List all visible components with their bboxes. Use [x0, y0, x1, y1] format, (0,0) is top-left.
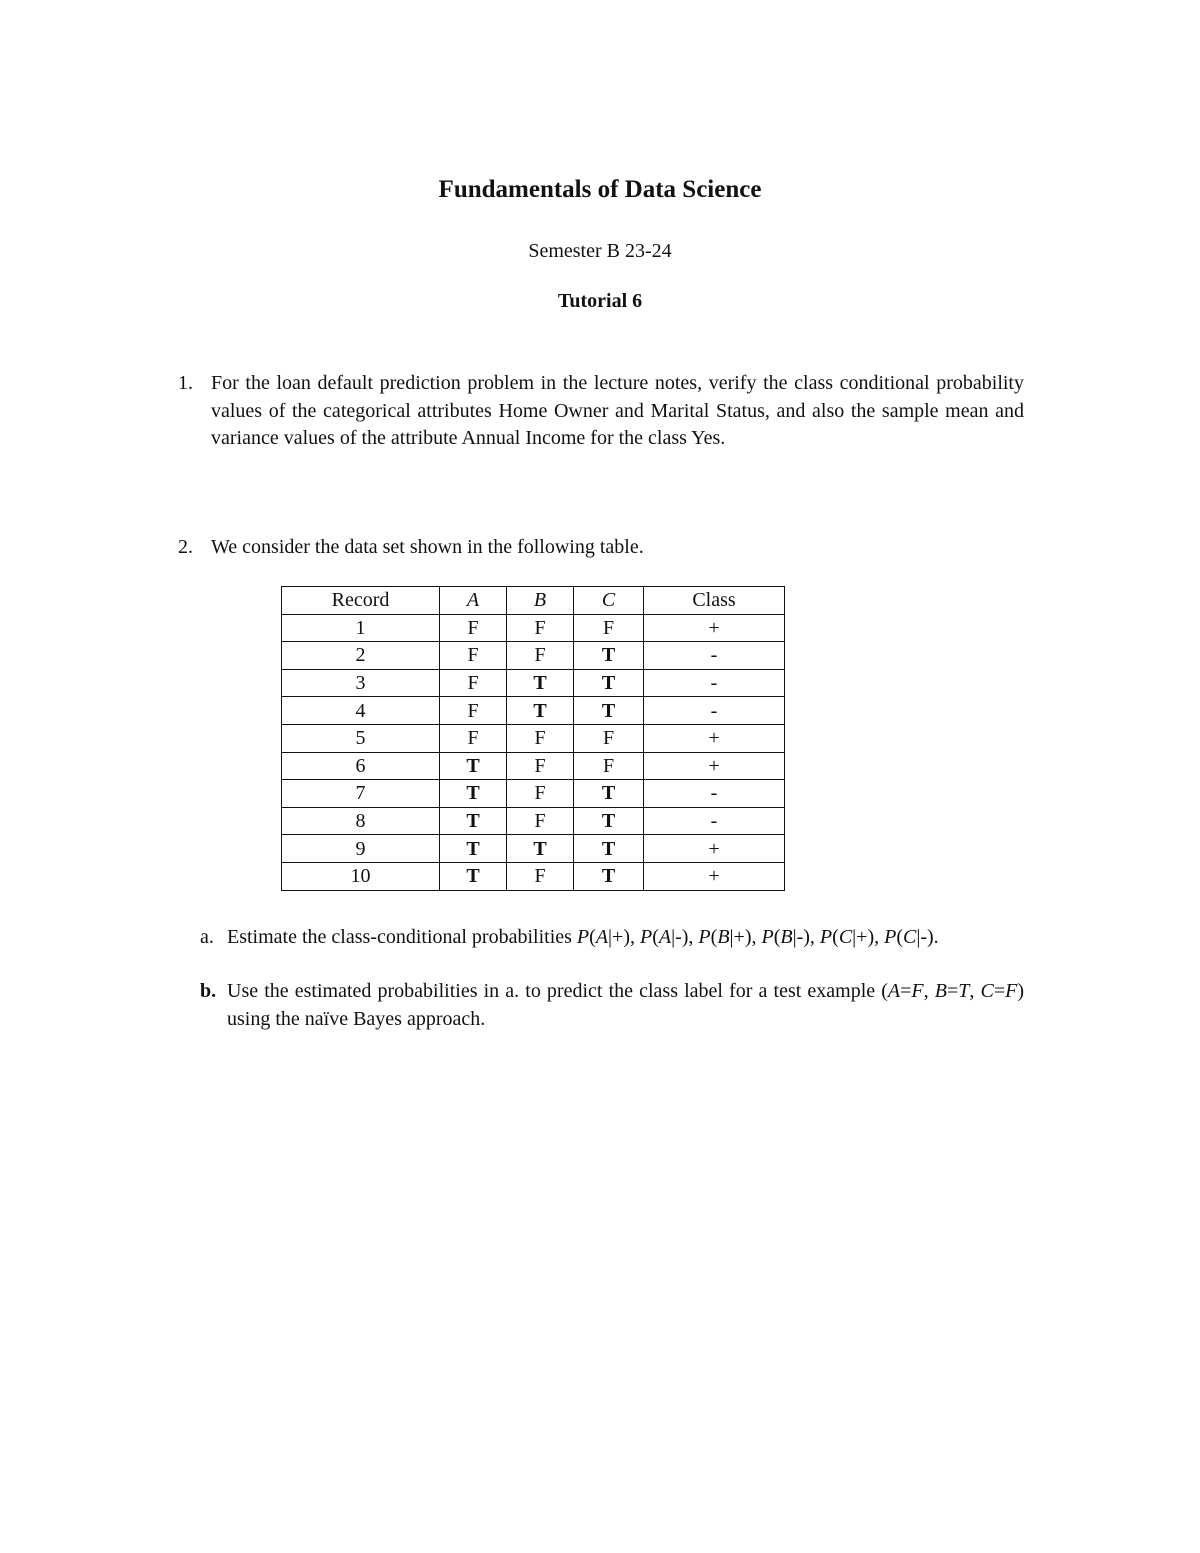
test-example [888, 980, 1017, 1002]
math-glyph: ( [589, 926, 596, 948]
table-row [282, 642, 785, 670]
probability-terms [577, 926, 934, 948]
question-number: 1. [178, 372, 193, 394]
table-cell: T [440, 862, 507, 890]
question-number: 2. [178, 536, 193, 558]
math-glyph: |-) [671, 926, 689, 948]
document-title: Fundamentals of Data Science [438, 176, 762, 203]
table-row [282, 752, 785, 780]
table-cell: F [507, 862, 574, 890]
table-cell: T [440, 835, 507, 863]
math-glyph: C [838, 926, 853, 948]
table-cell: F [574, 752, 644, 780]
math-glyph: |+) [852, 926, 875, 948]
question-text: We consider the data set shown in the following table. [211, 536, 644, 558]
table-cell: 5 [282, 724, 440, 752]
math-glyph: A [595, 926, 609, 948]
table-cell: F [440, 697, 507, 725]
table-cell: - [644, 807, 785, 835]
table-cell: 9 [282, 835, 440, 863]
probability-term [698, 926, 751, 948]
table-cell: + [644, 752, 785, 780]
term-separator: , [874, 926, 885, 948]
math-glyph: |-) [916, 926, 934, 948]
table-cell: F [507, 752, 574, 780]
table-cell: F [507, 724, 574, 752]
math-glyph: A [887, 980, 901, 1002]
math-glyph: A [658, 926, 672, 948]
math-glyph: B [717, 926, 730, 948]
math-glyph: P [698, 926, 711, 948]
table-cell: T [507, 697, 574, 725]
probability-term [761, 926, 809, 948]
header-b: B [507, 587, 574, 615]
table-cell: 8 [282, 807, 440, 835]
math-glyph: = [993, 980, 1006, 1002]
subquestion-b-prefix: Use the estimated probabilities in a. to predict the class label for a test example ( [227, 980, 888, 1002]
table-cell: F [507, 614, 574, 642]
math-glyph: ( [773, 926, 781, 948]
table-row [282, 669, 785, 697]
math-glyph: C [980, 980, 994, 1002]
math-glyph: B [780, 926, 793, 948]
table-cell: T [574, 807, 644, 835]
subquestion-b [200, 978, 1024, 1033]
tutorial-label: Tutorial 6 [557, 290, 643, 312]
math-glyph: P [576, 926, 590, 948]
table-cell: - [644, 669, 785, 697]
math-glyph: P [884, 926, 897, 948]
table-header-row [282, 587, 785, 615]
table-cell: 1 [282, 614, 440, 642]
header-record: Record [282, 587, 440, 615]
table-cell: F [440, 642, 507, 670]
table-cell: F [440, 724, 507, 752]
table-cell: T [574, 835, 644, 863]
math-glyph: , [969, 980, 981, 1002]
table-cell: T [440, 752, 507, 780]
table-row [282, 614, 785, 642]
table-cell: F [574, 614, 644, 642]
question-text: For the loan default prediction problem in the lecture notes, verify the class conditional probability values of the categorical attributes Home Owner and Marital Status, and also the sample mean and variance values of the attribute Annual Income for the class Yes. [211, 372, 1024, 449]
table-body [282, 614, 785, 890]
table-cell: - [644, 780, 785, 808]
term-separator: , [688, 926, 699, 948]
math-glyph: = [946, 980, 959, 1002]
subquestion-a [200, 924, 1024, 952]
table-cell: 2 [282, 642, 440, 670]
math-glyph: |+) [608, 926, 630, 948]
table-cell: 3 [282, 669, 440, 697]
table-cell: - [644, 697, 785, 725]
math-glyph: ( [896, 926, 903, 948]
math-glyph: ( [832, 926, 839, 948]
term-separator: , [629, 926, 640, 948]
question-1 [178, 370, 1024, 453]
question-2 [178, 534, 1024, 562]
math-glyph: P [761, 926, 774, 948]
table-cell: 6 [282, 752, 440, 780]
table-cell: + [644, 614, 785, 642]
math-glyph: |-) [792, 926, 810, 948]
table-cell: T [574, 780, 644, 808]
table-cell: F [440, 669, 507, 697]
header-a: A [440, 587, 507, 615]
table-cell: T [440, 807, 507, 835]
semester-label: Semester B 23-24 [528, 240, 672, 262]
subquestion-label: a. [200, 926, 214, 948]
subquestion-a-text [227, 924, 1024, 952]
probability-term [820, 926, 874, 948]
probability-term [640, 926, 688, 948]
data-table [281, 586, 785, 891]
table-cell: + [644, 862, 785, 890]
subquestion-a-suffix: . [933, 926, 939, 948]
subquestion-label: b. [200, 980, 217, 1002]
math-glyph: , [923, 980, 935, 1002]
table-cell: T [507, 669, 574, 697]
table-cell: T [574, 697, 644, 725]
table-row [282, 697, 785, 725]
table-row [282, 724, 785, 752]
math-glyph: F [911, 980, 924, 1002]
math-glyph: P [819, 926, 833, 948]
table-row [282, 835, 785, 863]
table-cell: T [440, 780, 507, 808]
table-cell: + [644, 724, 785, 752]
table-cell: T [574, 862, 644, 890]
table-cell: T [507, 835, 574, 863]
subquestion-b-text [227, 978, 1024, 1033]
math-glyph: B [934, 980, 947, 1002]
table-row [282, 780, 785, 808]
math-glyph: = [900, 980, 912, 1002]
table-cell: F [507, 807, 574, 835]
table-cell: F [507, 642, 574, 670]
probability-term [884, 926, 934, 948]
term-separator: , [809, 926, 820, 948]
table-cell: 7 [282, 780, 440, 808]
term-separator: , [751, 926, 762, 948]
table-cell: F [507, 780, 574, 808]
math-glyph: C [903, 926, 917, 948]
probability-term [577, 926, 630, 948]
table-cell: - [644, 642, 785, 670]
math-glyph: ( [710, 926, 718, 948]
subquestion-a-prefix: Estimate the class-conditional probabilities [227, 926, 577, 948]
table-row [282, 807, 785, 835]
table-cell: T [574, 669, 644, 697]
table-cell: 4 [282, 697, 440, 725]
math-glyph: ( [652, 926, 659, 948]
math-glyph: T [958, 980, 970, 1002]
math-glyph: |+) [729, 926, 752, 948]
table-cell: 10 [282, 862, 440, 890]
table-cell: F [440, 614, 507, 642]
table-row [282, 862, 785, 890]
math-glyph: P [639, 926, 653, 948]
header-c: C [574, 587, 644, 615]
table-cell: F [574, 724, 644, 752]
math-glyph: F [1005, 980, 1018, 1002]
table-cell: T [574, 642, 644, 670]
header-class: Class [644, 587, 785, 615]
table-cell: + [644, 835, 785, 863]
subquestion-b-suffix: ) using the naïve Bayes approach. [227, 980, 1025, 1030]
